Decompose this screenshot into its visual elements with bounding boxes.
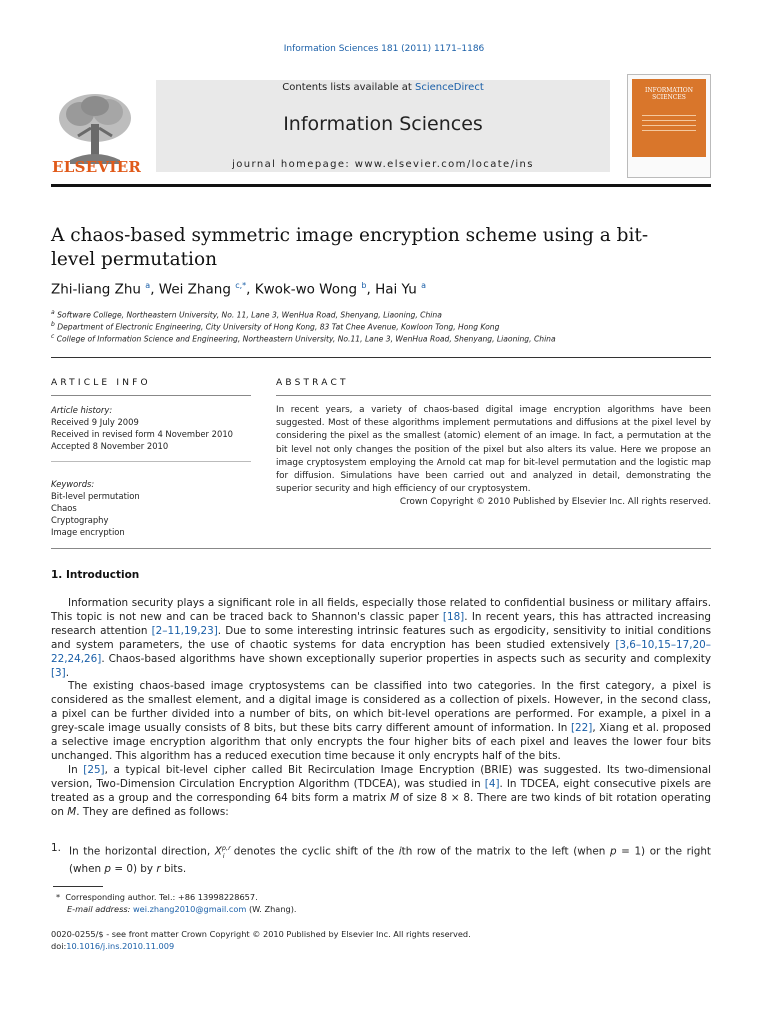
intro-paragraph: Information security plays a significant role in all fields, especially those related to confidential business or military affairs. This topic is not new and can be traced back to Shannon's classic paper [18]. In recent years, this has attracted increasing research attention [2–11,19,23]. Due to some interesting intrinsic features such as ergodicity, sensitivity to initial conditions and system parameters, the use of chaotic systems for data encryption has been studied extensively [3,6–10,15–17,20–22,24,26]. Chaos-based algorithms have shown exceptionally superior properties in aspects such as security and complexity [3]. [51,597,712,679]
author-affiliation-marker[interactable]: a [421,281,427,290]
journal-reference[interactable]: Information Sciences 181 (2011) 1171–1186 [283,44,485,54]
author-name: Zhi-liang Zhu [51,281,141,298]
author-name: Kwok-wo Wong [254,281,358,298]
keywords-block [51,478,251,538]
cover-title: INFORMATION SCIENCES [645,87,693,101]
contents-line: Contents lists available at ScienceDirect [282,82,484,93]
list-number: 1. [51,842,61,854]
doi-line: doi:10.1016/j.ins.2010.11.009 [51,941,175,951]
author-name: Hai Yu [375,281,417,298]
citation-link[interactable]: [18] [442,610,465,623]
author-list: Zhi-liang Zhu $^a$, Wei Zhang $^{c,*}$, Kwok-wo Wong $^b$, Hai Yu $^a$ [51,281,427,298]
author-name: Wei Zhang [158,281,231,298]
journal-homepage[interactable]: journal homepage: www.elsevier.com/locate/ins [232,159,534,170]
history-label: Article history: [51,405,113,415]
citation-link[interactable]: [22] [571,722,593,735]
header-rule [51,184,711,187]
citation-link[interactable]: [4] [484,777,500,790]
intro-paragraph: In [25], a typical bit-level cipher called Bit Recirculation Image Encryption (BRIE) was suggested. Its two-dimensional version, Two-Dimension Circulation Encryption Algorithm (TDCEA), was studied in [4]. In TDCEA, eight consecutive pixels are treated as a group and the corresponding 64 bits form a matrix M of size 8 × 8. There are two kinds of bit rotation operating on M. They are defined as follows: [51,763,711,818]
email-footnote: E-mail address: wei.zhang2010@gmail.com (W. Zhang). [67,904,297,914]
revised-date: Received in revised form 4 November 2010 [51,429,233,439]
sciencedirect-link[interactable]: ScienceDirect [415,82,484,93]
keyword: Image encryption [51,527,125,537]
article-history [51,404,251,452]
affiliation: $^c$ College of Information Science and Engineering, Northeastern University, No.11, Lane 3, WenHua Road, Shenyang, Liaoning, China [51,333,556,344]
author-affiliation-marker[interactable]: c,* [235,281,247,290]
abstract-text: In recent years, a variety of chaos-based digital image encryption algorithms have been suggested. Most of these algorithms implement permutations and diffusions at the pixel level by considering the pixel as the smallest (atomic) element of an image. In fact, a permutation at the bit level not only changes the position of the pixel but also alters its value. Here we propose an image cryptosystem employing the Arnold cat map for bit-level permutation and the logistic map for diffusion. Simulations have been carried out and analyzed in detail, demonstrating the superior security and high efficiency of our cryptosystem. [276,405,711,495]
accepted-date: Accepted 8 November 2010 [51,441,169,451]
keyword: Bit-level permutation [51,491,140,501]
doi-link[interactable]: 10.1016/j.ins.2010.11.009 [66,941,175,951]
received-date: Received 9 July 2009 [51,417,139,427]
affiliation: $^a$ Software College, Northeastern University, No. 11, Lane 3, WenHua Road, Shenyang, Liaoning, China [51,309,442,320]
article-info-heading: ARTICLE INFO [51,378,151,388]
publisher-wordmark: ELSEVIER [52,158,142,176]
article-info-rule [51,395,251,396]
journal-cover-image [627,74,711,178]
abstract-body [276,404,711,510]
email-link[interactable]: wei.zhang2010@gmail.com [132,904,247,914]
keyword: Chaos [51,503,77,513]
introduction-body [51,597,711,820]
author-affiliation-marker[interactable]: b [361,281,367,290]
keyword: Cryptography [51,515,109,525]
citation-link[interactable]: [3,6–10,15–17,20–22,24,26] [51,638,711,665]
intro-paragraph: The existing chaos-based image cryptosystems can be classified into two categories. In the first category, a pixel is considered as the smallest element, and a digital image is considered as a collection of pixels. However, in the second class, a pixel can be further divided into a number of bits, on which bit-level operations are performed. For example, a pixel in a grey-scale image usually consists of 8 bits, but these bits carry different amount of information. In [22], Xiang et al. proposed a selective image encryption algorithm that only encrypts the four higher bits of each pixel and leaves the lower four bits unchanged. This algorithm has a reduced execution time because it only encrypts half of the bits. [51,680,711,762]
article-title: A chaos-based symmetric image encryption scheme using a bit-level permutation [51,225,649,270]
citation-link[interactable]: [2–11,19,23] [151,624,218,637]
abstract-heading: ABSTRACT [276,378,349,388]
corresponding-author-footnote: * Corresponding author. Tel.: +86 13998228657. [56,892,258,902]
keywords-label: Keywords: [51,479,95,489]
footnote-rule [53,886,103,887]
definition-list-item [51,842,711,877]
list-text: In the horizontal direction, X$^{p,r}_i$ denotes the cyclic shift of the ith row of the matrix to the left (when p = 1) or the right (when p = 0) by r bits. [69,844,711,876]
citation-link[interactable]: [25] [83,763,105,776]
abstract-copyright: Crown Copyright © 2010 Published by Elsevier Inc. All rights reserved. [399,497,711,508]
author-affiliation-marker[interactable]: a [145,281,151,290]
journal-title: Information Sciences [283,113,483,135]
affiliation: $^b$ Department of Electronic Engineering, City University of Hong Kong, 83 Tat Chee Avenue, Kowloon Tong, Hong Kong [51,321,500,332]
abstract-rule [276,395,711,396]
article-info-divider [51,461,251,462]
abstract-end-rule [51,548,711,549]
section-rule [51,357,711,358]
citation-link[interactable]: [3] [51,666,66,679]
section-heading-introduction: 1. Introduction [51,569,140,581]
issn-line: 0020-0255/$ - see front matter Crown Copyright © 2010 Published by Elsevier Inc. All rights reserved. [51,929,471,939]
